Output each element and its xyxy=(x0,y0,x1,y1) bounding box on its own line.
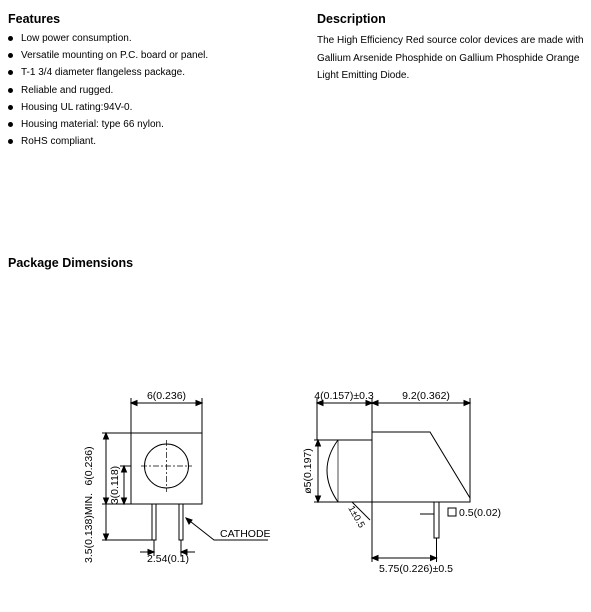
dim-height-label: 6(0.236) xyxy=(83,446,95,486)
side-lead xyxy=(434,502,439,538)
feature-text: Housing UL rating:94V-0. xyxy=(21,101,133,113)
feature-text: Versatile mounting on P.C. board or panel. xyxy=(21,50,209,62)
description-heading: Description xyxy=(317,12,386,26)
description-text: The High Efficiency Red source color devices are made with Gallium Arsenide Phosphide on Gallium Phosphide Orange Light Emitting Diode. xyxy=(317,35,584,82)
side-view-labels xyxy=(302,390,501,575)
feature-text: T-1 3/4 diameter flangeless package. xyxy=(21,67,185,79)
dim-lead-length-label: 3.5(0.138)MIN. xyxy=(83,492,95,564)
dim-pitch-label: 2.54(0.1) xyxy=(146,553,190,565)
lead-anode xyxy=(152,504,156,540)
feature-text: Reliable and rugged. xyxy=(21,84,114,96)
cathode-label: CATHODE xyxy=(220,528,271,540)
feature-text: Low power consumption. xyxy=(21,33,132,44)
dim-diameter-label: ø5(0.197) xyxy=(302,448,314,494)
front-view-labels xyxy=(83,390,271,565)
dim-lens-label: 4(0.157)±0.3 xyxy=(314,390,374,402)
package-dimensions-heading: Package Dimensions xyxy=(8,256,134,270)
feature-text: RoHS compliant. xyxy=(21,136,97,148)
features-heading: Features xyxy=(8,12,61,26)
dim-lead-square-label: 0.5(0.02) xyxy=(459,507,502,519)
dim-offset-label: 5.75(0.226)±0.5 xyxy=(378,563,454,575)
side-housing-outline xyxy=(372,432,470,502)
dim-width-label: 6(0.236) xyxy=(146,390,187,402)
side-view-drawing xyxy=(314,398,470,562)
lead-cathode xyxy=(179,504,183,540)
dim-center-label: 3(0.118) xyxy=(109,465,121,505)
dim-body-label: 9.2(0.362) xyxy=(402,390,450,402)
dim-angle-label: 1±0.5 xyxy=(345,504,367,531)
feature-text: Housing material: type 66 nylon. xyxy=(21,118,164,130)
side-lens-outline xyxy=(327,440,372,502)
